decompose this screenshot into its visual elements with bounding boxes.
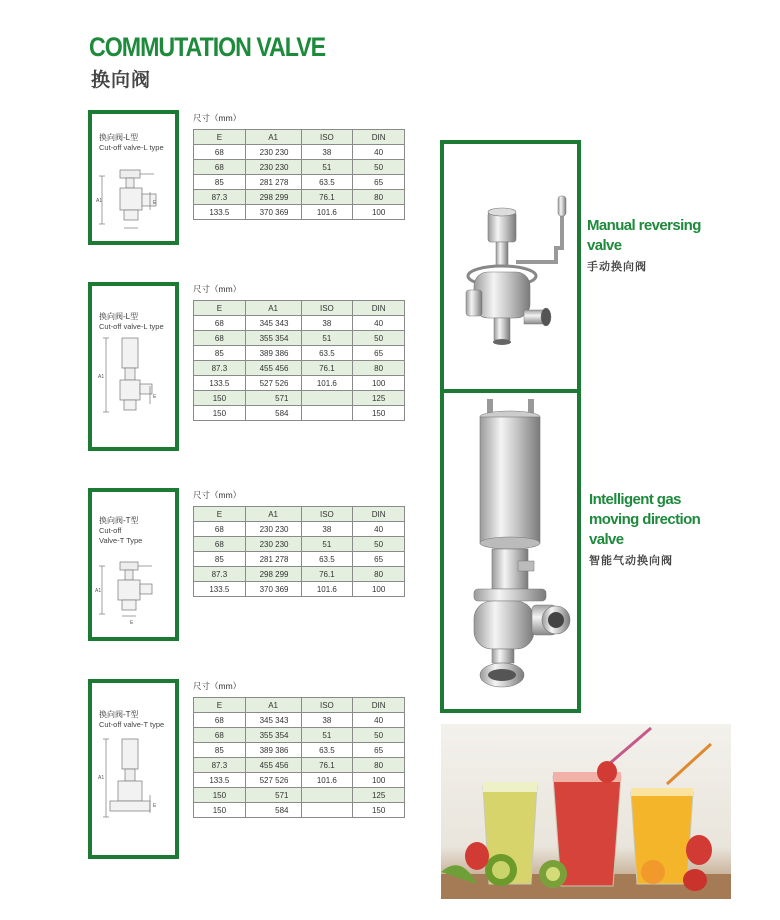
table-cell: 230 230 xyxy=(245,160,301,175)
table-cell: 355 354 xyxy=(245,728,301,743)
table-cell: 101.6 xyxy=(301,376,353,391)
table-header-cell: ISO xyxy=(301,130,353,145)
table-row xyxy=(194,175,405,190)
product-photo-pneumatic-valve xyxy=(440,389,581,713)
table-cell: 133.5 xyxy=(194,582,246,597)
table-cell: 230 230 xyxy=(245,522,301,537)
table-cell: 455 456 xyxy=(245,758,301,773)
table-header-cell: A1 xyxy=(245,507,301,522)
page-subtitle-cn: 换向阀 xyxy=(91,70,152,91)
table-cell: 51 xyxy=(301,728,353,743)
dimension-e-label: E xyxy=(153,200,157,206)
table-header-row xyxy=(194,130,405,145)
table-cell: 527 526 xyxy=(245,773,301,788)
table-cell: 85 xyxy=(194,175,246,190)
manual-valve-image xyxy=(444,144,577,389)
drawing-caption-en: Cut-off valve-T type xyxy=(99,720,165,729)
table-cell: 65 xyxy=(353,175,405,190)
table-header-cell: A1 xyxy=(245,698,301,713)
table-header-cell: ISO xyxy=(301,301,353,316)
table-row xyxy=(194,190,405,205)
table-cell: 133.5 xyxy=(194,376,246,391)
table-cell: 150 xyxy=(194,803,246,818)
table-cell: 101.6 xyxy=(301,773,353,788)
table-cell: 87.3 xyxy=(194,361,246,376)
table-cell: 80 xyxy=(353,758,405,773)
drawing-caption-en: Cut-off valve-L type xyxy=(99,322,164,331)
table-cell: 38 xyxy=(301,316,353,331)
drawing-box-l-type-manual xyxy=(88,110,179,245)
table-cell: 85 xyxy=(194,346,246,361)
dimension-a1-label: A1 xyxy=(96,198,103,204)
table-cell: 87.3 xyxy=(194,567,246,582)
table-cell: 40 xyxy=(353,522,405,537)
table-cell: 63.5 xyxy=(301,175,353,190)
table-cell: 389 386 xyxy=(245,346,301,361)
table-cell: 38 xyxy=(301,713,353,728)
product-title-manual xyxy=(587,216,701,256)
table-cell: 76.1 xyxy=(301,190,353,205)
table-cell: 101.6 xyxy=(301,582,353,597)
table-cell: 38 xyxy=(301,145,353,160)
table-header-row xyxy=(194,698,405,713)
table-cell: 76.1 xyxy=(301,567,353,582)
table-cell: 51 xyxy=(301,160,353,175)
table-row xyxy=(194,552,405,567)
table-row xyxy=(194,567,405,582)
table-cell: 100 xyxy=(353,205,405,220)
table-cell: 63.5 xyxy=(301,552,353,567)
table-cell: 150 xyxy=(194,406,246,421)
drawing-box-t-type-pneumatic xyxy=(88,679,179,859)
dimension-e-label: E xyxy=(153,394,157,400)
table-cell: 298 299 xyxy=(245,567,301,582)
table-header-cell: E xyxy=(194,130,246,145)
juice-glasses-photo xyxy=(441,724,731,899)
table-cell: 150 xyxy=(194,391,246,406)
drawing-caption xyxy=(99,710,164,730)
dimension-e-label: E xyxy=(130,620,134,626)
table-row xyxy=(194,376,405,391)
table-cell: 76.1 xyxy=(301,361,353,376)
table-row xyxy=(194,582,405,597)
spec-table-l-type-manual xyxy=(193,129,405,220)
dimension-label: 尺寸（mm） xyxy=(193,681,242,691)
table-cell xyxy=(301,406,353,421)
table-cell: 65 xyxy=(353,743,405,758)
spec-table-t-type-pneumatic xyxy=(193,697,405,818)
table-cell: 133.5 xyxy=(194,205,246,220)
table-row xyxy=(194,145,405,160)
product-photo-manual-valve xyxy=(440,140,581,393)
table-cell: 230 230 xyxy=(245,145,301,160)
table-header-row xyxy=(194,507,405,522)
table-header-cell: ISO xyxy=(301,507,353,522)
page-title: COMMUTATION VALVE xyxy=(89,32,326,62)
drawing-box-l-type-pneumatic xyxy=(88,282,179,451)
table-cell: 68 xyxy=(194,160,246,175)
table-cell: 80 xyxy=(353,190,405,205)
table-cell: 355 354 xyxy=(245,331,301,346)
table-cell: 584 xyxy=(245,406,301,421)
table-row xyxy=(194,406,405,421)
drawing-caption-cn: 换向阀-L型 xyxy=(99,133,139,142)
dimension-label: 尺寸（mm） xyxy=(193,284,242,294)
table-cell xyxy=(301,391,353,406)
valve-t-type-drawing xyxy=(92,558,175,638)
table-row xyxy=(194,788,405,803)
table-cell: 50 xyxy=(353,537,405,552)
table-cell: 50 xyxy=(353,728,405,743)
table-row xyxy=(194,743,405,758)
table-header-cell: E xyxy=(194,507,246,522)
spec-table-t-type-manual xyxy=(193,506,405,597)
table-header-row xyxy=(194,301,405,316)
table-header-cell: A1 xyxy=(245,301,301,316)
table-cell: 281 278 xyxy=(245,552,301,567)
table-header-cell: DIN xyxy=(353,301,405,316)
table-cell: 345 343 xyxy=(245,713,301,728)
valve-l-type-pneumatic-drawing xyxy=(92,332,175,442)
table-header-cell: DIN xyxy=(353,698,405,713)
product-title-line: Intelligent gas xyxy=(589,491,681,508)
drawing-caption-cn: 换向阀-T型 xyxy=(99,516,139,525)
drawing-box-t-type-manual xyxy=(88,488,179,641)
table-cell: 68 xyxy=(194,145,246,160)
table-cell: 100 xyxy=(353,582,405,597)
table-cell: 230 230 xyxy=(245,537,301,552)
table-row xyxy=(194,803,405,818)
table-row xyxy=(194,773,405,788)
table-row xyxy=(194,361,405,376)
table-header-cell: E xyxy=(194,698,246,713)
table-cell: 50 xyxy=(353,160,405,175)
dimension-a1-label: A1 xyxy=(98,374,105,380)
table-cell: 51 xyxy=(301,537,353,552)
product-title-line: valve xyxy=(587,237,622,254)
table-header-cell: ISO xyxy=(301,698,353,713)
table-cell: 40 xyxy=(353,316,405,331)
table-cell: 455 456 xyxy=(245,361,301,376)
table-cell: 68 xyxy=(194,522,246,537)
product-title-manual-cn: 手动换向阀 xyxy=(587,261,647,273)
table-cell: 85 xyxy=(194,552,246,567)
drawing-caption-en-1: Cut-off xyxy=(99,526,122,535)
dimension-e-label: E xyxy=(153,803,157,809)
table-header-cell: DIN xyxy=(353,130,405,145)
table-row xyxy=(194,713,405,728)
table-cell: 389 386 xyxy=(245,743,301,758)
table-cell: 125 xyxy=(353,788,405,803)
table-cell: 100 xyxy=(353,376,405,391)
table-row xyxy=(194,346,405,361)
drawing-caption-en-2: Valve-T Type xyxy=(99,536,143,545)
dimension-a1-label: A1 xyxy=(95,588,102,594)
table-cell: 63.5 xyxy=(301,346,353,361)
dimension-label: 尺寸（mm） xyxy=(193,490,242,500)
table-cell: 150 xyxy=(353,406,405,421)
table-cell: 345 343 xyxy=(245,316,301,331)
drawing-caption xyxy=(99,516,142,546)
table-cell xyxy=(301,803,353,818)
table-cell: 370 369 xyxy=(245,205,301,220)
table-cell: 76.1 xyxy=(301,758,353,773)
drawing-caption xyxy=(99,133,164,153)
table-cell: 80 xyxy=(353,361,405,376)
table-cell: 65 xyxy=(353,552,405,567)
table-cell: 100 xyxy=(353,773,405,788)
drawing-caption-cn: 换向阀-L型 xyxy=(99,312,139,321)
table-cell: 87.3 xyxy=(194,758,246,773)
table-cell: 51 xyxy=(301,331,353,346)
table-cell: 80 xyxy=(353,567,405,582)
valve-t-type-pneumatic-drawing xyxy=(92,733,175,853)
table-cell: 38 xyxy=(301,522,353,537)
table-cell: 584 xyxy=(245,803,301,818)
valve-l-type-drawing xyxy=(92,162,175,242)
table-cell: 68 xyxy=(194,316,246,331)
table-cell: 125 xyxy=(353,391,405,406)
drawing-caption-cn: 换向阀-T型 xyxy=(99,710,139,719)
table-cell: 150 xyxy=(194,788,246,803)
table-cell: 87.3 xyxy=(194,190,246,205)
table-cell: 85 xyxy=(194,743,246,758)
dimension-a1-label: A1 xyxy=(98,775,105,781)
table-row xyxy=(194,522,405,537)
product-title-pneumatic xyxy=(589,490,700,550)
spec-table-l-type-pneumatic xyxy=(193,300,405,421)
dimension-label: 尺寸（mm） xyxy=(193,113,242,123)
table-cell: 68 xyxy=(194,331,246,346)
table-cell: 50 xyxy=(353,331,405,346)
table-cell: 150 xyxy=(353,803,405,818)
drawing-caption-en: Cut-off valve-L type xyxy=(99,143,164,152)
drawing-caption xyxy=(99,312,164,332)
table-header-cell: DIN xyxy=(353,507,405,522)
table-cell: 298 299 xyxy=(245,190,301,205)
table-cell: 281 278 xyxy=(245,175,301,190)
table-row xyxy=(194,728,405,743)
table-cell: 370 369 xyxy=(245,582,301,597)
table-cell: 65 xyxy=(353,346,405,361)
table-row xyxy=(194,391,405,406)
table-cell: 101.6 xyxy=(301,205,353,220)
table-cell: 527 526 xyxy=(245,376,301,391)
pneumatic-valve-image xyxy=(444,393,577,709)
table-cell: 133.5 xyxy=(194,773,246,788)
table-cell: 40 xyxy=(353,713,405,728)
table-cell: 40 xyxy=(353,145,405,160)
table-cell: 571 xyxy=(245,788,301,803)
table-cell: 68 xyxy=(194,537,246,552)
product-title-pneumatic-cn: 智能气动换向阀 xyxy=(589,555,673,567)
table-cell: 571 xyxy=(245,391,301,406)
table-row xyxy=(194,331,405,346)
table-row xyxy=(194,758,405,773)
product-title-line: Manual reversing xyxy=(587,217,701,234)
product-title-line: valve xyxy=(589,531,624,548)
table-cell: 68 xyxy=(194,728,246,743)
table-row xyxy=(194,205,405,220)
product-title-line: moving direction xyxy=(589,511,701,528)
table-header-cell: E xyxy=(194,301,246,316)
table-cell: 68 xyxy=(194,713,246,728)
table-row xyxy=(194,537,405,552)
table-cell: 63.5 xyxy=(301,743,353,758)
table-header-cell: A1 xyxy=(245,130,301,145)
table-cell xyxy=(301,788,353,803)
table-row xyxy=(194,160,405,175)
table-row xyxy=(194,316,405,331)
